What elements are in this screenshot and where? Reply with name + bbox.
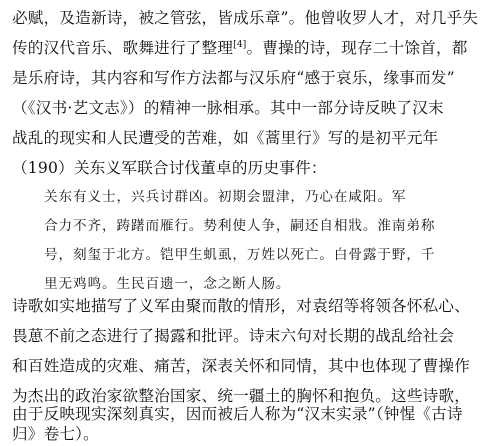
paragraph-2-line-6: 归》卷七）。 (12, 425, 99, 443)
quote-line-4: 里无鸡鸣。生民百遗一，念之断人肠。 (44, 276, 291, 292)
paragraph-1-line-2 (12, 38, 488, 58)
paragraph-1-line-4: （《汉书·艺文志》）的精神一脉相承。其中一部分诗反映了汉末 (12, 99, 444, 117)
paragraph-2-line-1: 诗歌如实地描写了义军由聚而散的情形，对袁绍等将领各怀私心、 (12, 297, 471, 315)
paragraph-2-line-5: 由于反映现实深刻真实，因而被后人称为“汉末实录”（钟惺《古诗 (12, 405, 463, 423)
paragraph-2-line-4: 为杰出的政治家欲整治国家、统一疆土的胸怀和抱负。这些诗歌， (12, 387, 471, 405)
paragraph-2-line-2: 畏葸不前之态进行了揭露和批评。诗末六句对长期的战乱给社会 (12, 327, 455, 345)
paragraph-2-line-3: 和百姓造成的灾难、痛苦，深表关怀和同情，其中也体现了曹操作 (12, 357, 471, 375)
quote-line-1: 关东有义士，兴兵讨群凶。初期会盟津，乃心在咸阳。军 (44, 189, 407, 205)
paragraph-1-line-5: 战乱的现实和人民遭受的苦难，如《蒿里行》写的是初平元年 (12, 129, 439, 147)
footnote-marker: [4] (233, 39, 247, 50)
quote-line-3: 号，刻玺于北方。铠甲生虮虱，万姓以死亡。白骨露于野，千 (44, 247, 436, 263)
paragraph-1-line-2-text-b: 。曹操的诗，现存二十馀首，都 (246, 39, 468, 57)
quote-line-2: 合力不齐，踌躇而雁行。势利使人争，嗣还自相戕。淮南弟称 (44, 218, 436, 234)
paragraph-1-line-3: 是乐府诗，其内容和写作方法都与汉乐府“感于哀乐，缘事而发” (12, 69, 455, 87)
paragraph-1-line-1: 必赋，及造新诗，被之管弦，皆成乐章”。他曾收罗人才，对几乎失 (12, 9, 479, 27)
paragraph-1-line-6: （190）关东义军联合讨伐董卓的历史事件： (12, 159, 327, 177)
paragraph-1-line-2-text-a: 传的汉代音乐、歌舞进行了整理 (12, 39, 234, 57)
